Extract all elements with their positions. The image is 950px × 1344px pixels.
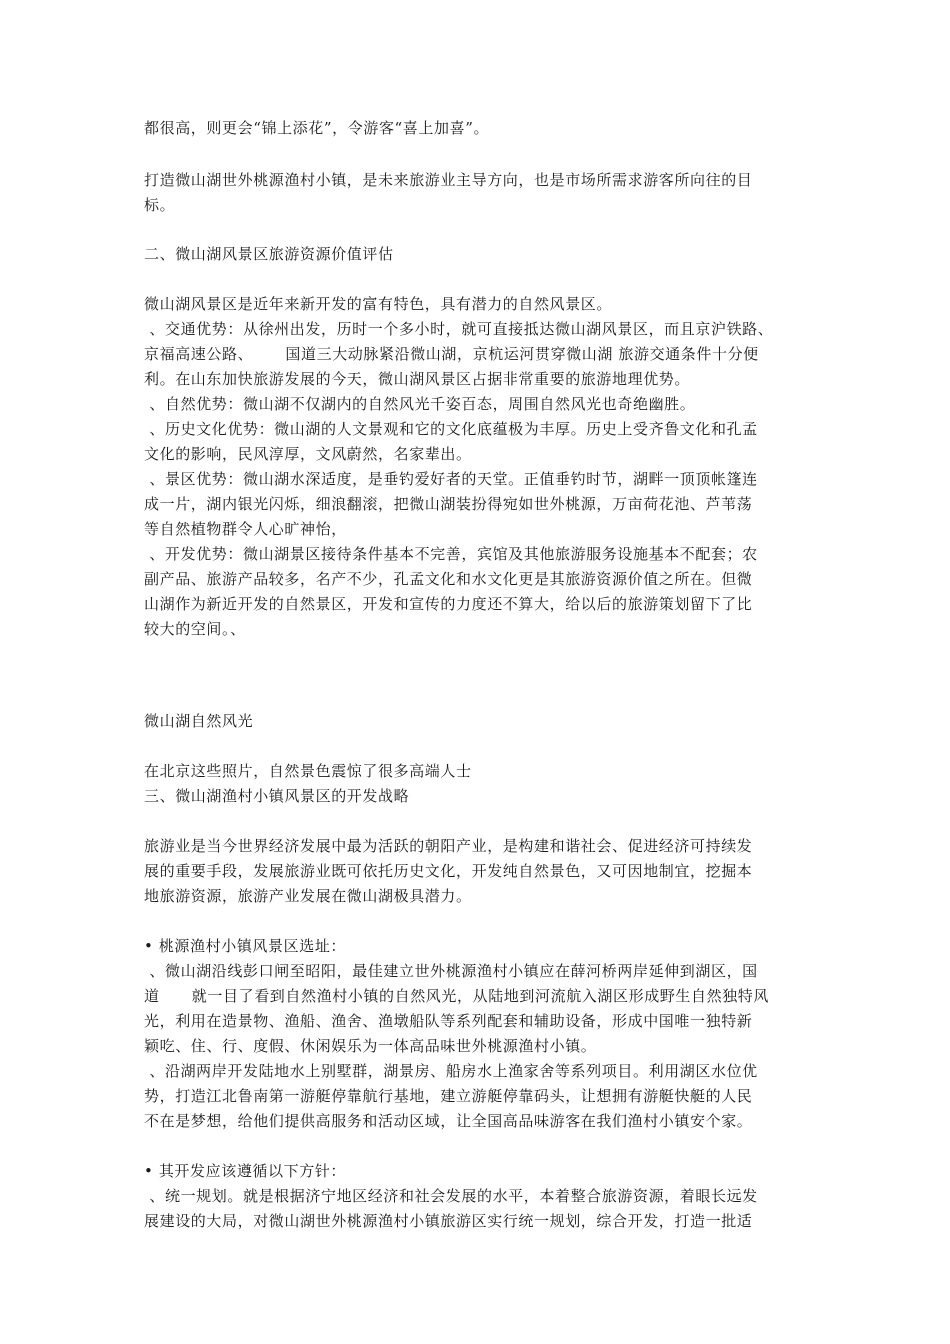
paragraph-line: 、微山湖沿线彭口闸至昭阳，最佳建立世外桃源渔村小镇应在薛河桥两岸延伸到湖区，国 [144, 962, 758, 980]
paragraph-line: 文化的影响，民风淳厚，文风蔚然，名家辈出。 [144, 445, 472, 463]
paragraph-line: 展建设的大局，对微山湖世外桃源渔村小镇旅游区实行统一规划，综合开发，打造一批适 [144, 1212, 753, 1230]
paragraph-line: 都很高，则更会“锦上添花”，令游客“喜上加喜”。 [144, 119, 490, 137]
paragraph-line: 、开发优势：微山湖景区接待条件基本不完善，宾馆及其他旅游服务设施基本不配套；农 [144, 545, 758, 563]
photo-caption: 微山湖自然风光 [144, 712, 254, 730]
paragraph-line: 微山湖风景区是近年来新开发的富有特色，具有潜力的自然风景区。 [144, 295, 613, 313]
paragraph-line: 、交通优势：从徐州出发，历时一个多小时，就可直接抵达微山湖风景区，而且京沪铁路、 [144, 320, 774, 338]
paragraph-line: 打造微山湖世外桃源渔村小镇，是未来旅游业主导方向，也是市场所需求游客所向往的目 [144, 171, 753, 189]
paragraph-line: 展的重要手段，发展旅游业既可依托历史文化，开发纯自然景色，又可因地制宜，挖掘本 [144, 862, 753, 880]
paragraph-line: 利。在山东加快旅游发展的今天，微山湖风景区占据非常重要的旅游地理优势。 [144, 370, 691, 388]
paragraph-line: 等自然植物群令人心旷神怡， [144, 520, 347, 538]
bullet-heading: • 其开发应该遵循以下方针： [144, 1162, 347, 1180]
paragraph-line: 不在是梦想，给他们提供高服务和活动区域，让全国高品味游客在我们渔村小镇安个家。 [144, 1112, 753, 1130]
paragraph-line: 副产品、旅游产品较多，名产不少，孔孟文化和水文化更是其旅游资源价值之所在。但微 [144, 570, 753, 588]
bullet-heading: • 桃源渔村小镇风景区选址： [144, 937, 347, 955]
paragraph-line: 旅游业是当今世界经济发展中最为活跃的朝阳产业，是构建和谐社会、促进经济可持续发 [144, 837, 753, 855]
paragraph-line: 光，利用在造景物、渔船、渔舍、渔墩船队等系列配套和辅助设备，形成中国唯一独特新 [144, 1012, 753, 1030]
paragraph-line: 、统一规划。就是根据济宁地区经济和社会发展的水平，本着整合旅游资源，着眼长远发 [144, 1187, 758, 1205]
paragraph-line: 颖吃、住、行、度假、休闲娱乐为一体高品味世外桃源渔村小镇。 [144, 1037, 597, 1055]
paragraph-line: 地旅游资源，旅游产业发展在微山湖极具潜力。 [144, 887, 472, 905]
section-heading: 三、微山湖渔村小镇风景区的开发战略 [144, 787, 410, 805]
paragraph-line: 在北京这些照片，自然景色震惊了很多高端人士 [144, 762, 472, 780]
paragraph-line: 京福高速公路、 国道三大动脉紧沿微山湖，京杭运河贯穿微山湖 旅游交通条件十分便 [144, 345, 759, 363]
paragraph-line: 、自然优势：微山湖不仅湖内的自然风光千姿百态，周围自然风光也奇绝幽胜。 [144, 395, 696, 413]
paragraph-line: 、沿湖两岸开发陆地水上别墅群，湖景房、船房水上渔家舍等系列项目。利用湖区水位优 [144, 1062, 758, 1080]
paragraph-line: 成一片，湖内银光闪烁，细浪翻滚，把微山湖装扮得宛如世外桃源，万亩荷花池、芦苇荡 [144, 495, 753, 513]
paragraph-line: 、历史文化优势：微山湖的人文景观和它的文化底蕴极为丰厚。历史上受齐鲁文化和孔孟 [144, 420, 758, 438]
paragraph-line: 、景区优势：微山湖水深适度，是垂钓爱好者的天堂。正值垂钓时节，湖畔一顶顶帐篷连 [144, 470, 758, 488]
paragraph-line: 标。 [144, 196, 176, 214]
paragraph-line: 山湖作为新近开发的自然景区，开发和宣传的力度还不算大，给以后的旅游策划留下了比 [144, 595, 753, 613]
paragraph-line: 道 就一目了看到自然渔村小镇的自然风光，从陆地到河流航入湖区形成野生自然独特风 [144, 987, 770, 1005]
paragraph-line: 较大的空间。、 [144, 620, 246, 638]
section-heading: 二、微山湖风景区旅游资源价值评估 [144, 245, 394, 263]
paragraph-line: 势，打造江北鲁南第一游艇停靠航行基地，建立游艇停靠码头，让想拥有游艇快艇的人民 [144, 1087, 753, 1105]
